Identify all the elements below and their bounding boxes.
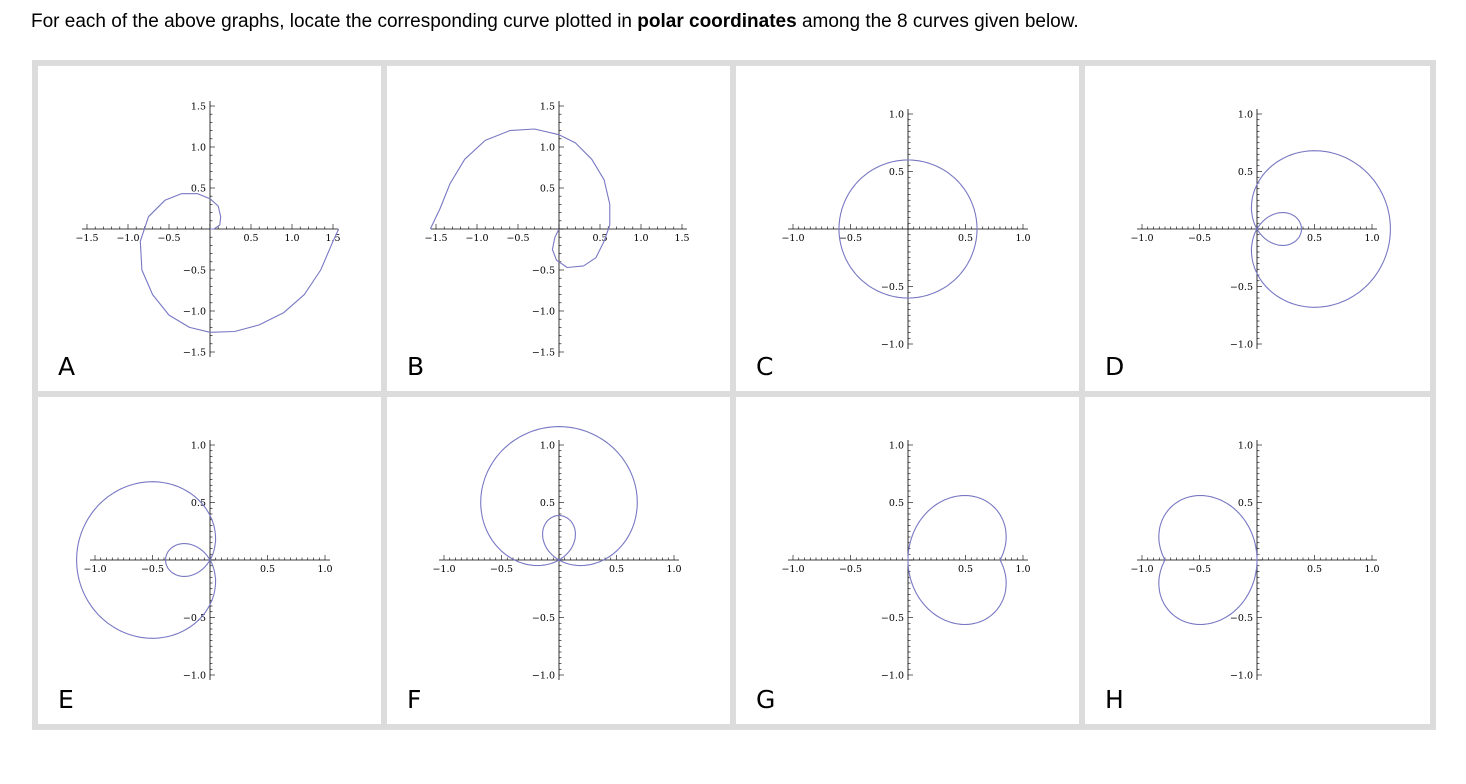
y-tick-label: −1.0 <box>880 670 904 682</box>
x-tick-label: 0.5 <box>259 564 276 575</box>
polar-curve <box>140 194 341 333</box>
y-tick-label: 1.5 <box>539 101 555 113</box>
y-tick-label: 1.0 <box>539 142 555 154</box>
plot-label-e: E <box>58 685 74 714</box>
plot-cell-c <box>736 66 1079 391</box>
plot-cell-b <box>387 66 730 391</box>
polar-plot-e <box>38 397 381 724</box>
x-tick-label: −1.0 <box>116 233 140 244</box>
y-tick-label: 1.5 <box>190 101 206 113</box>
y-tick-label: −1.0 <box>1229 339 1253 351</box>
plot-label-h: H <box>1105 685 1124 714</box>
polar-plot-c <box>736 66 1079 391</box>
plot-cell-a <box>38 66 381 391</box>
plot-cell-h <box>1085 397 1430 724</box>
axes <box>424 101 689 359</box>
x-tick-label: −1.0 <box>432 564 456 575</box>
curves-grid <box>32 60 1436 730</box>
y-tick-label: 1.0 <box>1237 109 1253 121</box>
x-tick-label: 1.0 <box>1015 233 1031 244</box>
y-tick-label: −1.5 <box>531 347 555 359</box>
x-tick-label: −1.0 <box>1130 233 1154 244</box>
plot-cell-g <box>736 397 1079 724</box>
y-tick-label: 1.0 <box>190 440 206 452</box>
y-tick-label: 1.0 <box>190 142 206 154</box>
instructions-bold: polar coordinates <box>637 11 797 32</box>
instructions-before: For each of the above graphs, locate the corresponding curve plotted in <box>31 11 638 32</box>
x-tick-label: −0.5 <box>140 564 165 575</box>
y-tick-label: 1.0 <box>539 440 555 452</box>
y-tick-label: −0.5 <box>1229 613 1253 624</box>
axes <box>781 109 1030 351</box>
x-tick-label: 1.5 <box>674 233 690 244</box>
y-tick-label: −0.5 <box>182 613 206 624</box>
y-tick-label: −0.5 <box>1229 282 1253 293</box>
y-tick-label: 1.0 <box>888 440 904 452</box>
polar-plot-a <box>38 66 381 391</box>
x-tick-label: −0.5 <box>838 233 863 244</box>
x-tick-label: −1.0 <box>83 564 107 575</box>
axes <box>75 101 340 359</box>
polar-plot-d <box>1085 66 1430 391</box>
x-tick-label: 0.5 <box>1306 233 1323 244</box>
y-tick-label: 1.0 <box>888 109 904 121</box>
polar-plot-h <box>1085 397 1430 724</box>
polar-plot-f <box>387 397 730 724</box>
polar-curve <box>430 129 610 268</box>
polar-plot-b <box>387 66 730 391</box>
x-tick-label: 1.0 <box>1364 233 1380 244</box>
axes <box>1130 109 1379 351</box>
x-tick-label: −0.5 <box>489 564 514 575</box>
y-tick-label: −1.0 <box>531 306 555 318</box>
x-tick-label: 1.0 <box>317 564 333 575</box>
axes <box>781 440 1030 682</box>
y-tick-label: 1.0 <box>1237 440 1253 452</box>
x-tick-label: 1.0 <box>1015 564 1031 575</box>
y-tick-label: 0.5 <box>539 183 555 195</box>
instructions-after: among the 8 curves given below. <box>796 11 1079 32</box>
y-tick-label: 0.5 <box>1237 498 1253 509</box>
plot-label-b: B <box>407 352 425 381</box>
x-tick-label: −0.5 <box>506 233 530 244</box>
y-tick-label: −0.5 <box>531 613 555 624</box>
y-tick-label: −0.5 <box>880 282 904 293</box>
plot-label-d: D <box>1105 352 1125 381</box>
y-tick-label: −1.0 <box>1229 670 1253 682</box>
y-tick-label: −0.5 <box>182 265 206 277</box>
x-tick-label: 1.0 <box>1364 564 1380 575</box>
y-tick-label: −1.0 <box>531 670 555 682</box>
y-tick-label: 0.5 <box>190 498 206 509</box>
plot-cell-f <box>387 397 730 724</box>
x-tick-label: −1.5 <box>424 233 448 244</box>
y-tick-label: −1.5 <box>182 347 206 359</box>
plot-label-g: G <box>756 685 776 714</box>
x-tick-label: 0.5 <box>608 564 625 575</box>
x-tick-label: 0.5 <box>957 564 974 575</box>
plot-label-f: F <box>407 685 422 714</box>
instructions-text <box>31 9 1079 35</box>
axes <box>83 440 332 682</box>
y-tick-label: 0.5 <box>888 167 904 178</box>
x-tick-label: −1.5 <box>75 233 99 244</box>
x-tick-label: −0.5 <box>157 233 181 244</box>
y-tick-label: −1.0 <box>880 339 904 351</box>
x-tick-label: 1.0 <box>284 233 300 244</box>
x-tick-label: −1.0 <box>781 233 805 244</box>
y-tick-label: 0.5 <box>1237 167 1253 178</box>
plot-label-c: C <box>756 352 774 381</box>
x-tick-label: 1.0 <box>633 233 649 244</box>
plot-cell-e <box>38 397 381 724</box>
y-tick-label: −1.0 <box>182 306 206 318</box>
y-tick-label: 0.5 <box>190 183 206 195</box>
x-tick-label: −1.0 <box>465 233 489 244</box>
polar-plot-g <box>736 397 1079 724</box>
plot-label-a: A <box>58 352 76 381</box>
x-tick-label: −0.5 <box>838 564 863 575</box>
x-tick-label: 0.5 <box>957 233 974 244</box>
x-tick-label: −1.0 <box>781 564 805 575</box>
y-tick-label: −0.5 <box>880 613 904 624</box>
x-tick-label: −1.0 <box>1130 564 1154 575</box>
y-tick-label: 0.5 <box>539 498 555 509</box>
plot-cell-d <box>1085 66 1430 391</box>
y-tick-label: −0.5 <box>531 265 555 277</box>
y-tick-label: −1.0 <box>182 670 206 682</box>
x-tick-label: 1.5 <box>325 233 341 244</box>
x-tick-label: 0.5 <box>243 233 259 244</box>
x-tick-label: 0.5 <box>1306 564 1323 575</box>
x-tick-label: 0.5 <box>592 233 608 244</box>
x-tick-label: 1.0 <box>666 564 682 575</box>
axes <box>1130 440 1379 682</box>
x-tick-label: −0.5 <box>1187 564 1212 575</box>
x-tick-label: −0.5 <box>1187 233 1212 244</box>
y-tick-label: 0.5 <box>888 498 904 509</box>
